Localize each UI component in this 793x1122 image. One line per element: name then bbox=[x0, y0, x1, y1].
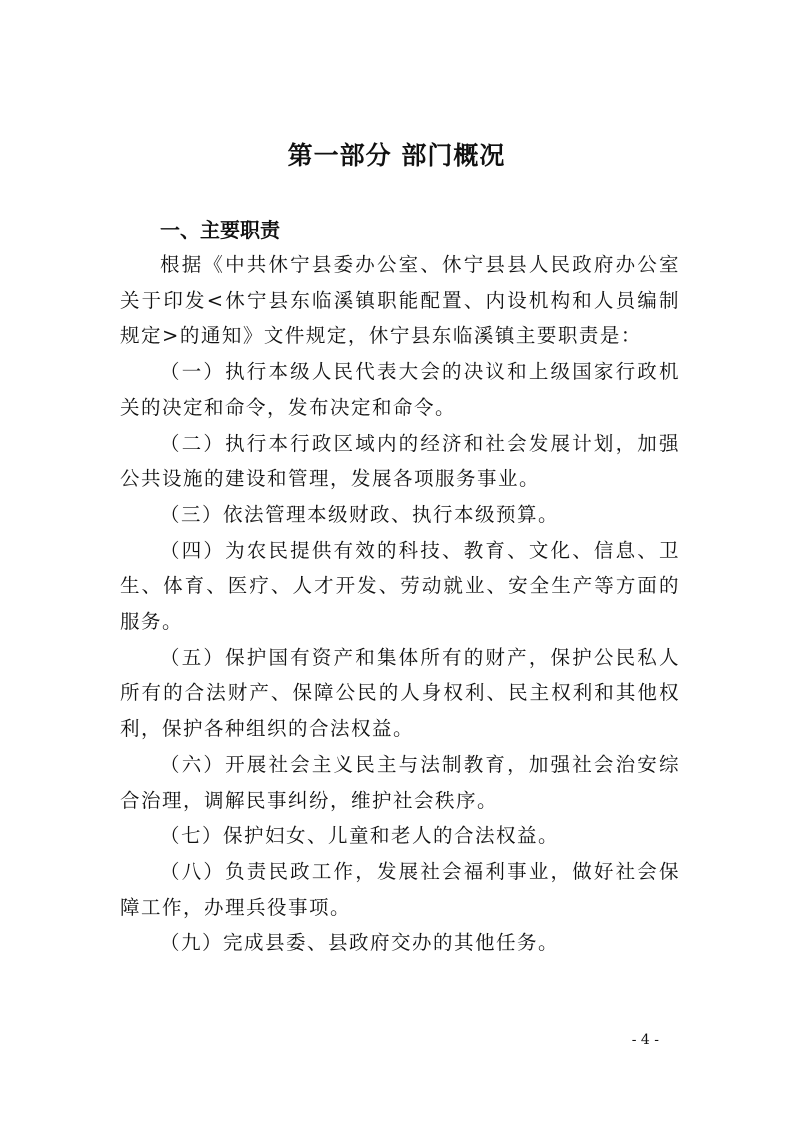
section-heading: 一、主要职责 bbox=[160, 218, 280, 242]
duty-item-6: （六）开展社会主义民主与法制教育，加强社会治安综合治理，调解民事纠纷，维护社会秩序。 bbox=[120, 752, 680, 812]
duty-item-8: （八）负责民政工作，发展社会福利事业，做好社会保障工作，办理兵役事项。 bbox=[120, 859, 680, 919]
duty-item-1: （一）执行本级人民代表大会的决议和上级国家行政机关的决定和命令，发布决定和命令。 bbox=[120, 360, 680, 419]
duty-item-2: （二）执行本行政区域内的经济和社会发展计划，加强公共设施的建设和管理，发展各项服务事业。 bbox=[120, 431, 680, 491]
page-title: 第一部分 部门概况 bbox=[287, 141, 506, 170]
duty-item-5: （五）保护国有资产和集体所有的财产，保护公民私人所有的合法财产、保障公民的人身权利、民主权利和其他权利，保护各种组织的合法权益。 bbox=[120, 645, 680, 741]
duty-item-3: （三）依法管理本级财政、执行本级预算。 bbox=[160, 502, 560, 526]
duty-item-7: （七）保护妇女、儿童和老人的合法权益。 bbox=[160, 824, 560, 848]
duty-item-9: （九）完成县委、县政府交办的其他任务。 bbox=[160, 931, 560, 955]
page-number: - 4 - bbox=[631, 1032, 659, 1048]
duty-item-4: （四）为农民提供有效的科技、教育、文化、信息、卫生、体育、医疗、人才开发、劳动就业、安全生产等方面的服务。 bbox=[120, 538, 680, 634]
body-text bbox=[120, 247, 680, 961]
intro-paragraph: 根据《中共休宁县委办公室、休宁县县人民政府办公室关于印发<休宁县东临溪镇职能配置、内设机构和人员编制规定>的通知》文件规定，休宁县东临溪镇主要职责是： bbox=[120, 253, 680, 348]
